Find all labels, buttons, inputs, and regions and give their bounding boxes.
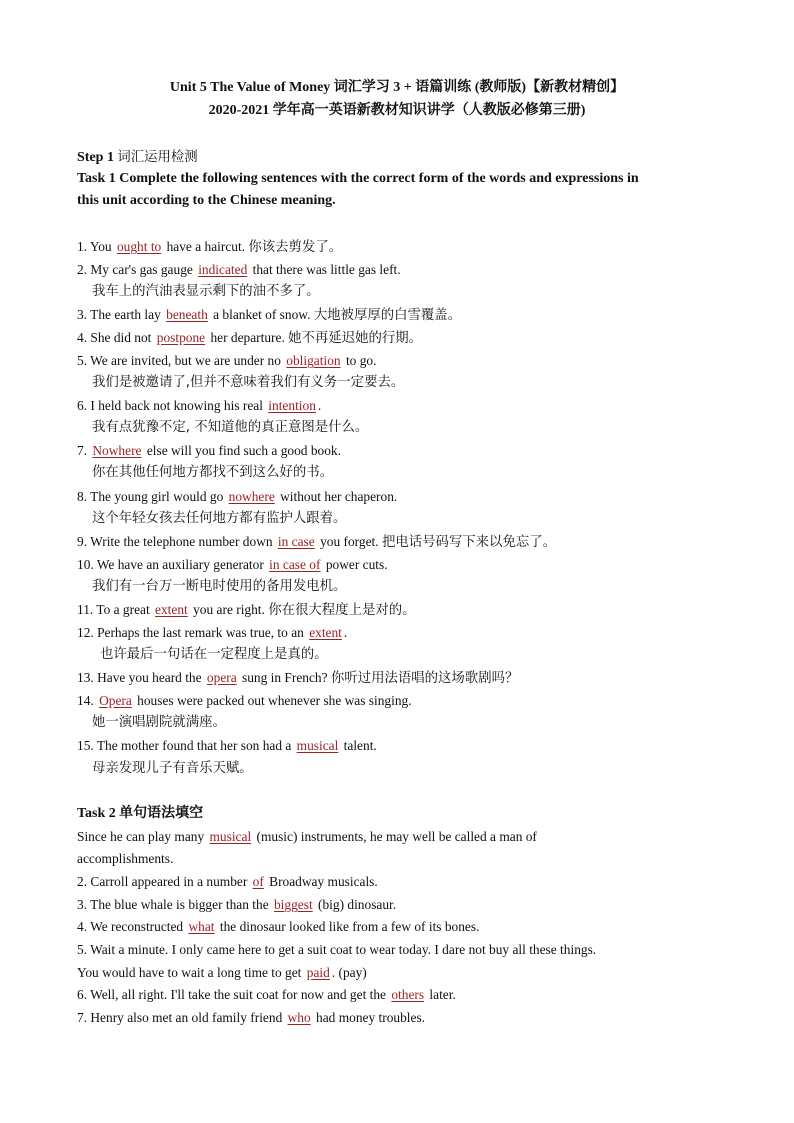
answer-blank: musical <box>209 829 252 844</box>
item-text: power cuts. <box>322 557 388 572</box>
item-text: 1. You <box>77 239 115 254</box>
task2-item-3 <box>77 895 396 915</box>
task1-instruction-line2: this unit according to the Chinese meaning. <box>77 193 336 208</box>
answer-blank: in case <box>277 534 315 549</box>
document-title-line2: 2020-2021 学年高一英语新教材知识讲学（人教版必修第三册) <box>208 103 586 118</box>
item-text: . <box>317 398 322 413</box>
chinese-translation: 我们是被邀请了,但并不意味着我们有义务一定要去。 <box>92 375 405 390</box>
task1-item-9 <box>77 532 556 553</box>
task2-label: Task 2 <box>77 806 116 821</box>
task1-item-11 <box>77 600 416 621</box>
item-text: You would have to wait a long time to get <box>77 965 305 980</box>
answer-blank: of <box>252 874 264 889</box>
item-text: Broadway musicals. <box>265 874 378 889</box>
item-text: Since he can play many <box>77 829 208 844</box>
chinese-translation: 把电话号码写下来以免忘了。 <box>381 535 557 550</box>
answer-blank: indicated <box>198 262 248 277</box>
task1-item-3 <box>77 305 461 326</box>
chinese-translation: 我们有一台万一断电时使用的备用发电机。 <box>92 579 347 594</box>
task2-title: 单句语法填空 <box>119 805 204 821</box>
answer-blank: postpone <box>156 330 206 345</box>
item-text: without her chaperon. <box>276 489 398 504</box>
chinese-translation: 大地被厚厚的白雪覆盖。 <box>313 308 462 323</box>
task1-item-6 <box>77 396 321 416</box>
task1-instruction-line1: Task 1 Complete the following sentences with the correct form of the words and expressions in <box>77 171 639 186</box>
chinese-translation: 她一演唱剧院就满座。 <box>92 715 226 730</box>
answer-blank: extent <box>309 625 342 640</box>
item-text: 3. The earth lay <box>77 307 165 322</box>
item-text: later. <box>426 987 456 1002</box>
chinese-translation: 母亲发现儿子有音乐天赋。 <box>92 761 253 776</box>
task1-item-12 <box>77 623 347 643</box>
task1-item-4 <box>77 328 422 349</box>
answer-blank: opera <box>206 670 237 685</box>
item-text: her departure. <box>207 330 289 345</box>
task1-item-8 <box>77 487 397 507</box>
answer-blank: ought to <box>116 239 162 254</box>
task1-item-15 <box>77 736 377 756</box>
task2-item-5-line1: 5. Wait a minute. I only came here to get a suit coat to wear today. I dare not buy all these things. <box>77 942 597 957</box>
item-text: 10. We have an auxiliary generator <box>77 557 268 572</box>
task2-item-5-line2 <box>77 963 367 983</box>
item-text: 12. Perhaps the last remark was true, to an <box>77 625 308 640</box>
task1-item-14 <box>77 691 412 711</box>
item-text: 14. <box>77 693 98 708</box>
answer-blank: others <box>391 987 425 1002</box>
item-text: 5. We are invited, but we are under no <box>77 353 285 368</box>
task2-heading <box>77 803 203 824</box>
answer-blank: extent <box>155 602 188 617</box>
task2-item-2 <box>77 872 378 892</box>
item-text: 11. To a great <box>77 602 154 617</box>
step1-label: Step 1 <box>77 150 114 165</box>
task1-item-13 <box>77 668 518 689</box>
item-text: talent. <box>340 738 377 753</box>
answer-blank: paid <box>306 965 330 980</box>
answer-blank: who <box>287 1010 311 1025</box>
item-text: the dinosaur looked like from a few of its bones. <box>216 919 480 934</box>
task1-item-5 <box>77 351 376 371</box>
chinese-translation: 这个年轻女孩去任何地方都有监护人跟着。 <box>92 511 347 526</box>
answer-blank: biggest <box>273 897 313 912</box>
chinese-translation: 她不再延迟她的行期。 <box>288 331 423 346</box>
item-text: a blanket of snow. <box>209 307 314 322</box>
item-text: you forget. <box>316 534 382 549</box>
item-text: 2. My car's gas gauge <box>77 262 197 277</box>
item-text: 9. Write the telephone number down <box>77 534 276 549</box>
step1-title: 词汇运用检测 <box>117 150 198 165</box>
item-text: have a haircut. <box>163 239 249 254</box>
item-text: 8. The young girl would go <box>77 489 227 504</box>
item-text: 7. Henry also met an old family friend <box>77 1010 286 1025</box>
item-text: 4. She did not <box>77 330 155 345</box>
answer-blank: obligation <box>286 353 341 368</box>
item-text: houses were packed out whenever she was singing. <box>133 693 412 708</box>
item-text: 4. We reconstructed <box>77 919 187 934</box>
task1-item-10 <box>77 555 388 575</box>
task1-item-2 <box>77 260 401 280</box>
item-text: you are right. <box>189 602 269 617</box>
answer-blank: in case of <box>269 557 321 572</box>
task2-item-4 <box>77 917 479 937</box>
chinese-translation: 你在很大程度上是对的。 <box>268 603 416 618</box>
item-text: 13. Have you heard the <box>77 670 205 685</box>
item-text: sung in French? <box>238 670 331 685</box>
answer-blank: nowhere <box>228 489 275 504</box>
task1-item-7 <box>77 441 341 461</box>
task2-item-6 <box>77 985 456 1005</box>
answer-blank: Nowhere <box>92 443 142 458</box>
item-text: 7. <box>77 443 91 458</box>
chinese-translation: 你该去剪发了。 <box>248 240 343 255</box>
item-text: (big) dinosaur. <box>314 897 397 912</box>
task2-item-7 <box>77 1008 425 1028</box>
answer-blank: musical <box>296 738 339 753</box>
item-text: 15. The mother found that her son had a <box>77 738 295 753</box>
answer-blank: beneath <box>166 307 208 322</box>
answer-blank: intention <box>268 398 316 413</box>
item-text: had money troubles. <box>312 1010 425 1025</box>
chinese-translation: 你听过用法语唱的这场歌剧吗？ <box>330 671 519 686</box>
answer-blank: Opera <box>99 693 132 708</box>
item-text: 2. Carroll appeared in a number <box>77 874 251 889</box>
item-text: to go. <box>342 353 377 368</box>
item-text: else will you find such a good book. <box>143 443 341 458</box>
item-text: that there was little gas left. <box>249 262 401 277</box>
document-title-line1: Unit 5 The Value of Money 词汇学习 3 + 语篇训练 (教师版)【新教材精创】 <box>169 80 625 95</box>
task2-item-1-cont: accomplishments. <box>77 851 174 866</box>
step1-heading <box>77 147 198 168</box>
task1-item-1 <box>77 237 342 258</box>
item-text: 6. Well, all right. I'll take the suit coat for now and get the <box>77 987 390 1002</box>
item-text: . <box>343 625 348 640</box>
item-text: 3. The blue whale is bigger than the <box>77 897 272 912</box>
item-text: . (pay) <box>331 965 367 980</box>
chinese-translation: 我有点犹豫不定, 不知道他的真正意图是什么。 <box>92 420 369 435</box>
chinese-translation: 你在其他任何地方都找不到这么好的书。 <box>92 465 334 480</box>
task2-item-1 <box>77 827 537 847</box>
chinese-translation: 我车上的汽油表显示剩下的油不多了。 <box>92 284 320 299</box>
item-text: (music) instruments, he may well be called a man of <box>253 829 537 844</box>
item-text: 6. I held back not knowing his real <box>77 398 267 413</box>
answer-blank: what <box>188 919 215 934</box>
chinese-translation: 也许最后一句话在一定程度上是真的。 <box>100 647 328 662</box>
